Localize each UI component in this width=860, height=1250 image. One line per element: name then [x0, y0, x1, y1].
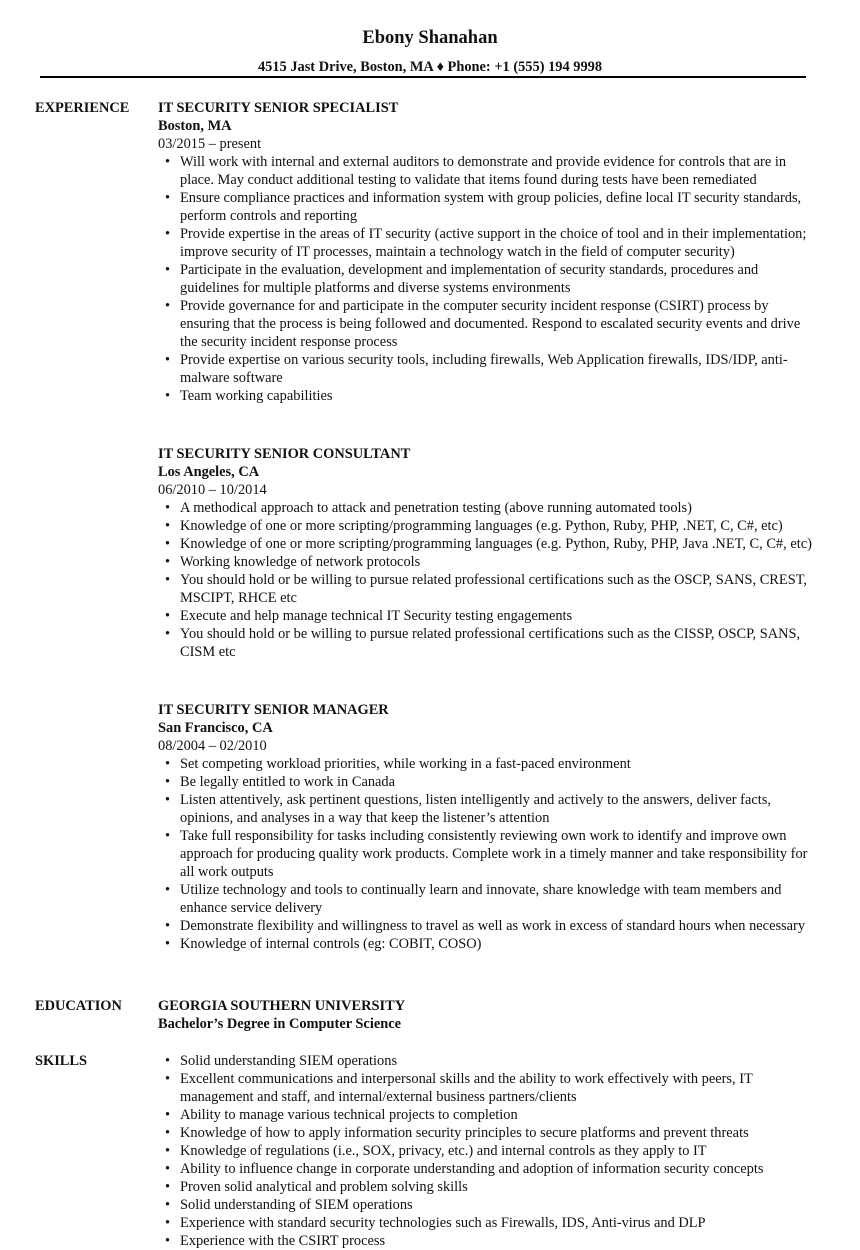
job-location: San Francisco, CA	[158, 720, 273, 736]
contact-info: 4515 Jast Drive, Boston, MA ♦ Phone: +1 (555) 194 9998	[257, 59, 603, 75]
skill-item: • Knowledge of how to apply information security principles to secure platforms and prevent threats	[158, 1124, 818, 1142]
job-bullet: • Participate in the evaluation, development and implementation of security standards, procedures and guidelines for multiple platforms and diverse systems environments	[158, 261, 818, 297]
job-bullet: • Listen attentively, ask pertinent questions, listen intelligently and actively to the answers, deliver facts, opinions, and analyses in a way that keep the listener’s attention	[158, 791, 818, 827]
job-bullet: • You should hold or be willing to pursue related professional certifications such as the OSCP, SANS, CREST, MSCIPT, RHCE etc	[158, 571, 818, 607]
skill-item: • Solid understanding of SIEM operations	[158, 1196, 818, 1214]
skills-section-label: SKILLS	[35, 1053, 87, 1069]
job-bullet: • Set competing workload priorities, while working in a fast-paced environment	[158, 755, 818, 773]
skill-item: • Knowledge of regulations (i.e., SOX, privacy, etc.) and internal controls as they apply to IT	[158, 1142, 818, 1160]
job-bullets	[158, 499, 818, 661]
job-bullet: • Knowledge of one or more scripting/programming languages (e.g. Python, Ruby, PHP, .NET, C, C#, etc)	[158, 517, 818, 535]
education-entry	[158, 997, 818, 1033]
degree: Bachelor’s Degree in Computer Science	[158, 1016, 401, 1032]
job-location: Boston, MA	[158, 118, 232, 134]
skill-item: • Solid understanding SIEM operations	[158, 1052, 818, 1070]
school-name: GEORGIA SOUTHERN UNIVERSITY	[158, 998, 406, 1014]
job-dates: 03/2015 – present	[158, 136, 262, 152]
job-bullet: • Utilize technology and tools to continually learn and innovate, share knowledge with team members and enhance service delivery	[158, 881, 818, 917]
job-bullet: • Knowledge of one or more scripting/programming languages (e.g. Python, Ruby, PHP, Java .NET, C, C#, etc)	[158, 535, 818, 553]
skill-item: • Ability to manage various technical projects to completion	[158, 1106, 818, 1124]
job-bullet: • Provide expertise in the areas of IT security (active support in the choice of tool and in their implementation; improve security of IT processes, maintain a technology watch in the field of computer security)	[158, 225, 818, 261]
experience-section-label: EXPERIENCE	[35, 100, 130, 116]
skills-entry	[158, 1052, 818, 1250]
skill-item: • Proven solid analytical and problem solving skills	[158, 1178, 818, 1196]
job-entry	[158, 701, 818, 953]
job-bullet: • Take full responsibility for tasks including consistently reviewing own work to identify and improve own approach for producing quality work products. Complete work in a timely manner and take responsibility for all work outputs	[158, 827, 818, 881]
job-dates: 08/2004 – 02/2010	[158, 738, 267, 754]
job-bullet: • Be legally entitled to work in Canada	[158, 773, 818, 791]
job-bullet: • A methodical approach to attack and penetration testing (above running automated tools)	[158, 499, 818, 517]
job-title: IT SECURITY SENIOR CONSULTANT	[158, 446, 411, 462]
job-bullet: • Demonstrate flexibility and willingness to travel as well as work in excess of standard hours when necessary	[158, 917, 818, 935]
job-bullet: • Working knowledge of network protocols	[158, 553, 818, 571]
skill-item: • Ability to influence change in corporate understanding and adoption of information security concepts	[158, 1160, 818, 1178]
candidate-name: Ebony Shanahan	[362, 28, 498, 48]
job-title: IT SECURITY SENIOR SPECIALIST	[158, 100, 399, 116]
job-bullet: • Execute and help manage technical IT Security testing engagements	[158, 607, 818, 625]
skills-list	[158, 1052, 818, 1250]
job-bullet: • Knowledge of internal controls (eg: COBIT, COSO)	[158, 935, 818, 953]
job-bullets	[158, 153, 818, 405]
job-location: Los Angeles, CA	[158, 464, 260, 480]
job-bullet: • You should hold or be willing to pursue related professional certifications such as the CISSP, OSCP, SANS, CISM etc	[158, 625, 818, 661]
job-bullet: • Provide expertise on various security tools, including firewalls, Web Application firewalls, IDS/IDP, anti-malware software	[158, 351, 818, 387]
job-bullets	[158, 755, 818, 953]
education-section-label: EDUCATION	[35, 998, 122, 1014]
job-title: IT SECURITY SENIOR MANAGER	[158, 702, 389, 718]
job-bullet: • Provide governance for and participate in the computer security incident response (CSIRT) process by ensuring that the process is being followed and documented. Respond to escalated security events and drive the security incident response process	[158, 297, 818, 351]
job-entry	[158, 99, 818, 405]
job-dates: 06/2010 – 10/2014	[158, 482, 267, 498]
skill-item: • Experience with the CSIRT process	[158, 1232, 818, 1250]
job-bullet: • Ensure compliance practices and information system with group policies, define local IT security standards, perform controls and reporting	[158, 189, 818, 225]
job-bullet: • Team working capabilities	[158, 387, 818, 405]
job-bullet: • Will work with internal and external auditors to demonstrate and provide evidence for controls that are in place. May conduct additional testing to validate that items found during tests have been remediated	[158, 153, 818, 189]
skill-item: • Excellent communications and interpersonal skills and the ability to work effectively with peers, IT management and staff, and internal/external business partners/clients	[158, 1070, 818, 1106]
job-entry	[158, 445, 818, 661]
skill-item: • Experience with standard security technologies such as Firewalls, IDS, Anti-virus and DLP	[158, 1214, 818, 1232]
header-divider	[40, 76, 806, 78]
